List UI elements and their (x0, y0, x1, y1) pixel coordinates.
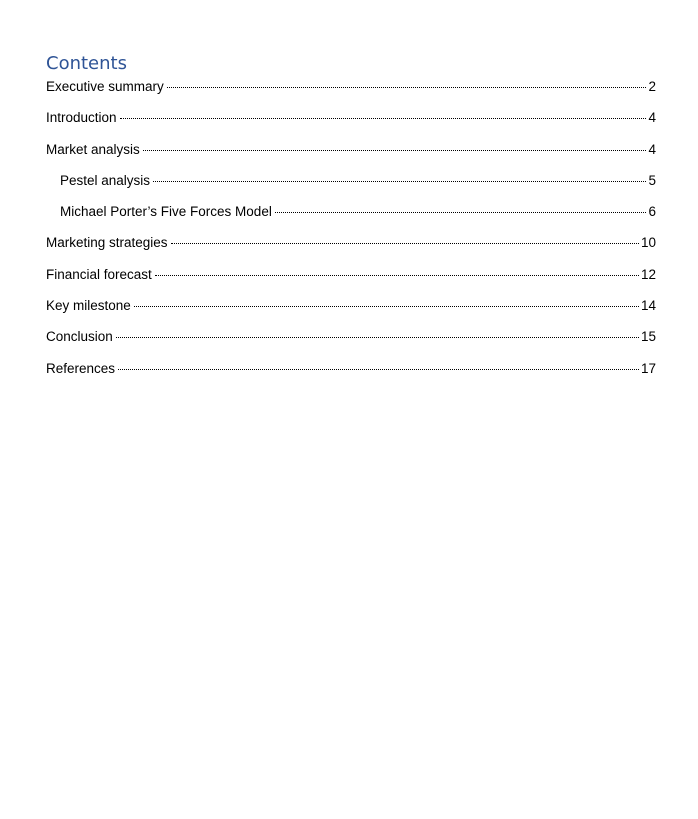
toc-entry-label: Key milestone (46, 298, 131, 314)
toc-dot-leader (143, 149, 647, 151)
toc-dot-leader (167, 86, 647, 88)
toc-page-number: 15 (640, 329, 656, 345)
toc-entry-label: Market analysis (46, 141, 140, 157)
toc-entry-key-milestone[interactable] (46, 296, 656, 327)
toc-entry-label: Executive summary (46, 79, 164, 94)
toc-entry-label: References (46, 360, 116, 376)
toc-dot-leader (171, 242, 639, 244)
toc-entry-label: Conclusion (46, 329, 113, 345)
toc-entry-references[interactable] (46, 359, 656, 390)
toc-page-number: 6 (648, 204, 656, 220)
toc-entry-five-forces-model[interactable] (46, 202, 656, 233)
toc-page-number: 4 (648, 141, 656, 157)
toc-entry-market-analysis[interactable] (46, 140, 656, 171)
toc-entry-list (46, 77, 656, 390)
toc-page-number: 14 (640, 298, 656, 314)
toc-page-number: 4 (648, 110, 656, 126)
toc-entry-marketing-strategies[interactable] (46, 233, 656, 264)
toc-entry-label: Introduction (46, 110, 117, 126)
toc-dot-leader (118, 368, 639, 370)
toc-entry-introduction[interactable] (46, 108, 656, 139)
toc-entry-label: Marketing strategies (46, 235, 168, 251)
toc-dot-leader (153, 180, 646, 182)
toc-page-number: 2 (648, 79, 656, 94)
toc-heading: Contents (46, 53, 127, 74)
toc-entry-label: Michael Porter’s Five Forces Model (60, 204, 272, 220)
toc-page-number: 10 (640, 235, 656, 251)
toc-page-number: 17 (640, 360, 656, 376)
toc-dot-leader (120, 117, 647, 119)
toc-entry-label: Pestel analysis (60, 172, 151, 188)
toc-entry-conclusion[interactable] (46, 327, 656, 358)
toc-entry-financial-forecast[interactable] (46, 265, 656, 296)
toc-entry-pestel-analysis[interactable] (46, 171, 656, 202)
toc-page-number: 12 (640, 266, 656, 282)
toc-entry-label: Financial forecast (46, 266, 152, 282)
toc-entry-executive-summary[interactable] (46, 77, 656, 108)
toc-dot-leader (134, 305, 639, 307)
table-of-contents (46, 53, 656, 390)
toc-dot-leader (116, 336, 639, 338)
toc-dot-leader (275, 211, 647, 213)
toc-page-number: 5 (648, 172, 656, 188)
toc-dot-leader (155, 274, 639, 276)
